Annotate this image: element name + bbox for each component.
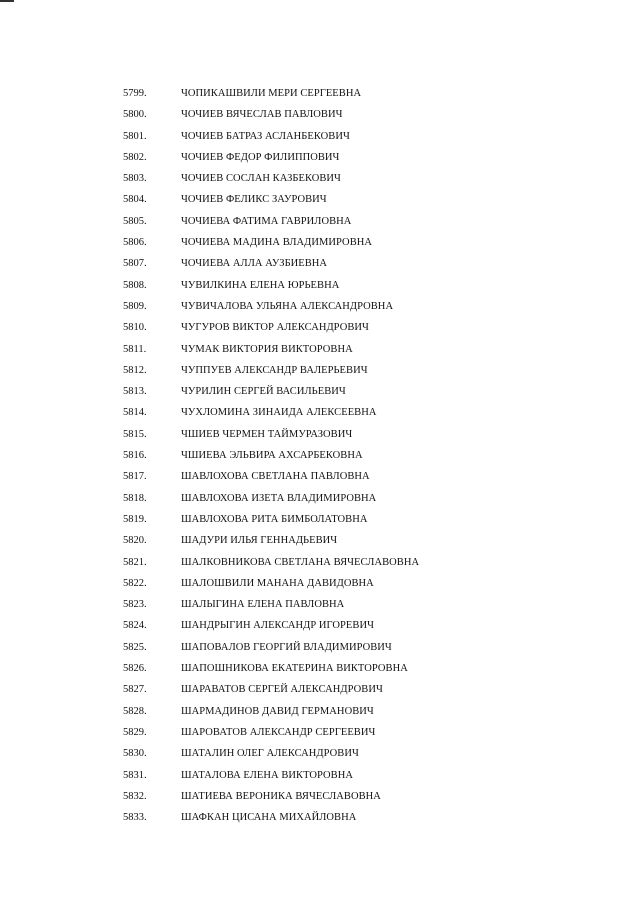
list-item xyxy=(0,189,640,210)
scan-corner-mark xyxy=(0,0,14,2)
entry-number: 5825. xyxy=(123,641,147,653)
entry-name: ШАДУРИ ИЛЬЯ ГЕННАДЬЕВИЧ xyxy=(181,535,338,547)
entry-name: ШАТАЛОВА ЕЛЕНА ВИКТОРОВНА xyxy=(181,769,353,781)
list-item xyxy=(0,211,640,232)
list-item xyxy=(0,658,640,679)
entry-name: ШАЛКОВНИКОВА СВЕТЛАНА ВЯЧЕСЛАВОВНА xyxy=(181,556,420,568)
entry-number: 5811. xyxy=(123,343,147,355)
entry-number: 5810. xyxy=(123,322,147,334)
list-item xyxy=(0,573,640,594)
entry-number: 5829. xyxy=(123,726,147,738)
entry-name: ЧУВИЛКИНА ЕЛЕНА ЮРЬЕВНА xyxy=(181,279,340,291)
entry-number: 5832. xyxy=(123,790,147,802)
entry-number: 5817. xyxy=(123,471,147,483)
list-item xyxy=(0,466,640,487)
list-item xyxy=(0,317,640,338)
entry-name: ШАРМАДИНОВ ДАВИД ГЕРМАНОВИЧ xyxy=(181,705,374,717)
list-item xyxy=(0,253,640,274)
entry-name: ШАТАЛИН ОЛЕГ АЛЕКСАНДРОВИЧ xyxy=(181,748,359,760)
entry-number: 5808. xyxy=(123,279,147,291)
entry-name: ЧОЧИЕВА АЛЛА АУЗБИЕВНА xyxy=(181,258,328,270)
list-item xyxy=(0,615,640,636)
entry-number: 5800. xyxy=(123,109,147,121)
list-item xyxy=(0,424,640,445)
list-item xyxy=(0,786,640,807)
entry-number: 5826. xyxy=(123,663,147,675)
entry-number: 5799. xyxy=(123,88,147,99)
entry-number: 5801. xyxy=(123,130,147,142)
entry-name: ЧУГУРОВ ВИКТОР АЛЕКСАНДРОВИЧ xyxy=(181,322,369,334)
entry-number: 5814. xyxy=(123,407,147,419)
entry-name: ЧОЧИЕВА МАДИНА ВЛАДИМИРОВНА xyxy=(181,237,373,249)
list-item xyxy=(0,637,640,658)
list-item xyxy=(0,168,640,189)
list-item xyxy=(0,104,640,125)
entry-name: ЧШИЕВ ЧЕРМЕН ТАЙМУРАЗОВИЧ xyxy=(181,428,353,440)
entry-number: 5818. xyxy=(123,492,147,504)
entry-number: 5830. xyxy=(123,748,147,760)
list-item xyxy=(0,381,640,402)
entry-name: ЧОЧИЕВА ФАТИМА ГАВРИЛОВНА xyxy=(181,215,352,227)
entry-name: ЧОЧИЕВ БАТРАЗ АСЛАНБЕКОВИЧ xyxy=(181,130,350,142)
entry-name: ШАНДРЫГИН АЛЕКСАНДР ИГОРЕВИЧ xyxy=(181,620,374,632)
list-item xyxy=(0,701,640,722)
entry-number: 5803. xyxy=(123,173,147,185)
entry-number: 5813. xyxy=(123,386,147,398)
entry-name: ЧУМАК ВИКТОРИЯ ВИКТОРОВНА xyxy=(181,343,353,355)
entry-name: ШАРОВАТОВ АЛЕКСАНДР СЕРГЕЕВИЧ xyxy=(181,726,376,738)
entry-number: 5816. xyxy=(123,450,147,462)
list-item xyxy=(0,552,640,573)
list-item xyxy=(0,509,640,530)
entry-number: 5806. xyxy=(123,237,147,249)
entry-number: 5815. xyxy=(123,428,147,440)
entry-number: 5828. xyxy=(123,705,147,717)
entry-name: ЧОПИКАШВИЛИ МЕРИ СЕРГЕЕВНА xyxy=(181,88,362,99)
entry-name: ЧОЧИЕВ ФЕДОР ФИЛИППОВИЧ xyxy=(181,151,340,163)
entry-name: ШАВЛОХОВА РИТА БИМБОЛАТОВНА xyxy=(181,513,368,525)
entry-number: 5804. xyxy=(123,194,147,206)
entry-name: ЧОЧИЕВ ФЕЛИКС ЗАУРОВИЧ xyxy=(181,194,327,206)
list-item xyxy=(0,445,640,466)
entry-number: 5809. xyxy=(123,300,147,312)
entry-name: ШАЛОШВИЛИ МАНАНА ДАВИДОВНА xyxy=(181,577,374,589)
entry-number: 5823. xyxy=(123,599,147,611)
entry-name: ШАЛЫГИНА ЕЛЕНА ПАВЛОВНА xyxy=(181,599,345,611)
list-item xyxy=(0,488,640,509)
entry-number: 5824. xyxy=(123,620,147,632)
entry-name: ШАПОШНИКОВА ЕКАТЕРИНА ВИКТОРОВНА xyxy=(181,663,408,675)
entry-name: ЧУППУЕВ АЛЕКСАНДР ВАЛЕРЬЕВИЧ xyxy=(181,364,368,376)
list-item xyxy=(0,743,640,764)
entry-number: 5827. xyxy=(123,684,147,696)
list-item xyxy=(0,402,640,423)
entry-name: ЧОЧИЕВ СОСЛАН КАЗБЕКОВИЧ xyxy=(181,173,341,185)
list-item xyxy=(0,147,640,168)
list-item xyxy=(0,275,640,296)
list-item xyxy=(0,296,640,317)
entry-name: ШАВЛОХОВА СВЕТЛАНА ПАВЛОВНА xyxy=(181,471,370,483)
list-item xyxy=(0,83,640,104)
entry-name: ЧШИЕВА ЭЛЬВИРА АХСАРБЕКОВНА xyxy=(181,450,363,462)
entry-name: ШАПОВАЛОВ ГЕОРГИЙ ВЛАДИМИРОВИЧ xyxy=(181,641,392,653)
list-item xyxy=(0,722,640,743)
entry-name: ШАТИЕВА ВЕРОНИКА ВЯЧЕСЛАВОВНА xyxy=(181,790,381,802)
entry-name: ЧУВИЧАЛОВА УЛЬЯНА АЛЕКСАНДРОВНА xyxy=(181,300,394,312)
list-item xyxy=(0,594,640,615)
list-item xyxy=(0,126,640,147)
entry-number: 5805. xyxy=(123,215,147,227)
entry-name: ЧУХЛОМИНА ЗИНАИДА АЛЕКСЕЕВНА xyxy=(181,407,377,419)
entry-number: 5821. xyxy=(123,556,147,568)
entry-number: 5802. xyxy=(123,151,147,163)
entry-number: 5820. xyxy=(123,535,147,547)
list-item xyxy=(0,530,640,551)
list-item xyxy=(0,679,640,700)
entry-number: 5822. xyxy=(123,577,147,589)
name-list xyxy=(0,83,640,828)
entry-name: ШАВЛОХОВА ИЗЕТА ВЛАДИМИРОВНА xyxy=(181,492,377,504)
entry-name: ЧУРИЛИН СЕРГЕЙ ВАСИЛЬЕВИЧ xyxy=(181,386,346,398)
entry-name: ШАФКАН ЦИСАНА МИХАЙЛОВНА xyxy=(181,812,357,824)
list-item xyxy=(0,232,640,253)
entry-name: ШАРАВАТОВ СЕРГЕЙ АЛЕКСАНДРОВИЧ xyxy=(181,684,383,696)
entry-number: 5831. xyxy=(123,769,147,781)
list-item xyxy=(0,339,640,360)
list-item xyxy=(0,360,640,381)
entry-name: ЧОЧИЕВ ВЯЧЕСЛАВ ПАВЛОВИЧ xyxy=(181,109,343,121)
entry-number: 5812. xyxy=(123,364,147,376)
list-item xyxy=(0,807,640,828)
entry-number: 5833. xyxy=(123,812,147,824)
entry-number: 5807. xyxy=(123,258,147,270)
entry-number: 5819. xyxy=(123,513,147,525)
list-item xyxy=(0,765,640,786)
